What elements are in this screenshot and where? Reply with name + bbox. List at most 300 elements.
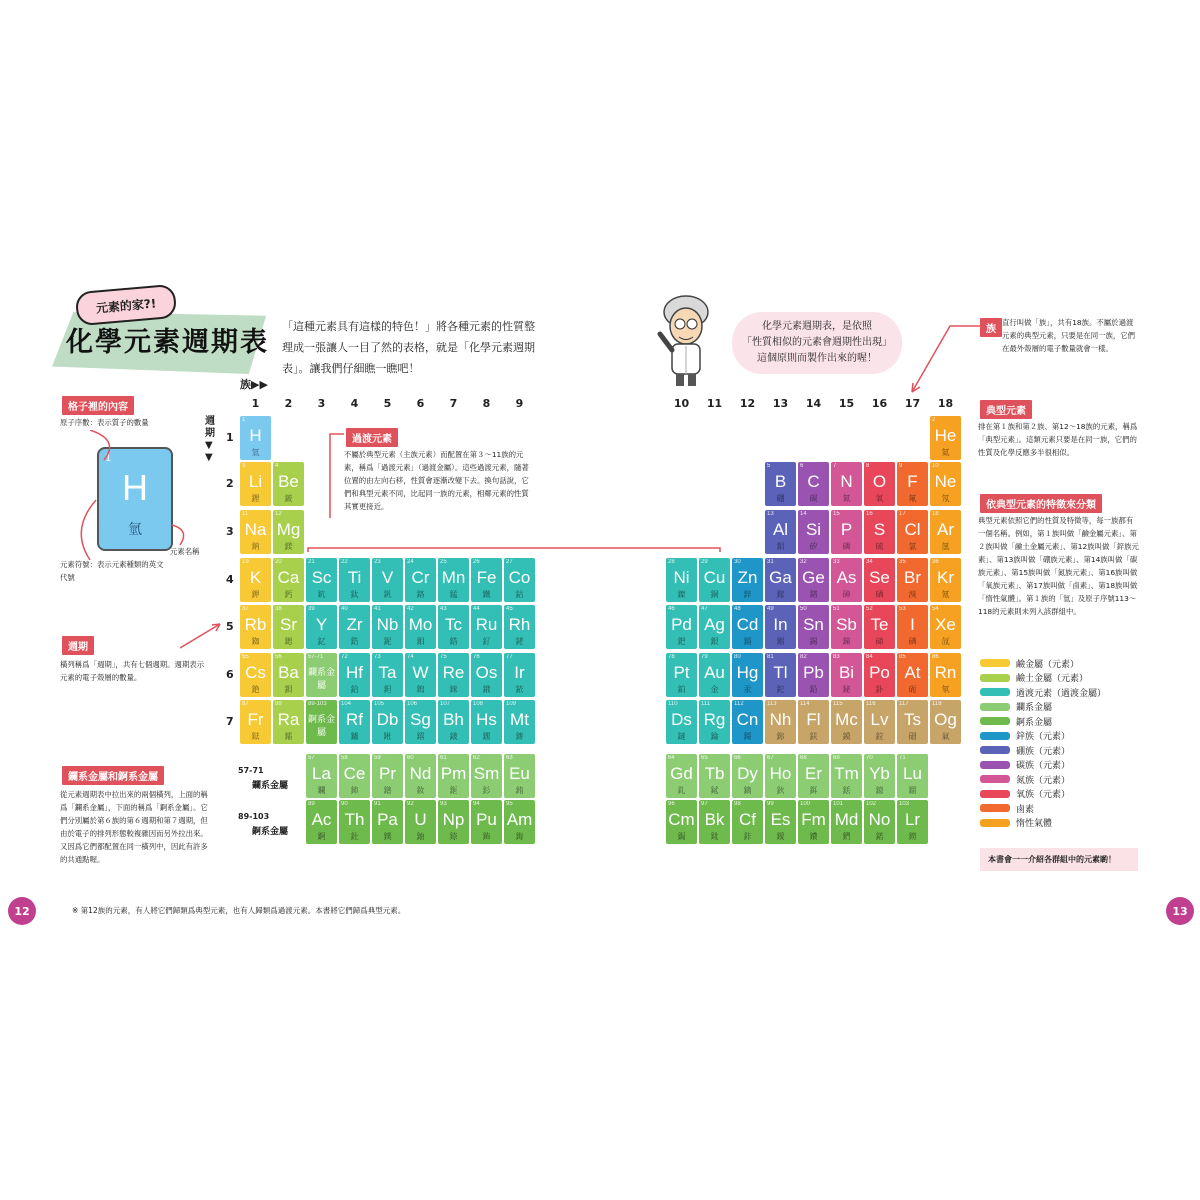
- element-symbol: Fr: [247, 710, 264, 729]
- atomic-number: 49: [767, 606, 774, 612]
- element-symbol: Dy: [737, 764, 758, 783]
- element-symbol: W: [412, 663, 429, 682]
- element-cell-ts: [897, 700, 928, 744]
- atomic-number: 94: [473, 801, 480, 807]
- element-symbol: Tl: [773, 663, 788, 682]
- legend-swatch: [980, 790, 1010, 798]
- page-number-left: 12: [8, 897, 36, 925]
- element-cell-k: [240, 558, 271, 602]
- atomic-number: 48: [734, 606, 741, 612]
- atomic-number: 101: [833, 801, 844, 807]
- atomic-number: 45: [506, 606, 513, 612]
- atomic-number: 102: [866, 801, 877, 807]
- atomic-number: 63: [506, 755, 513, 761]
- atomic-number: 16: [866, 511, 873, 517]
- element-cell-ac: [306, 800, 337, 844]
- legend-label: 過渡元素（過渡金屬）: [1016, 688, 1107, 699]
- group-number: 14: [805, 397, 822, 410]
- element-cell-pb: [798, 653, 829, 697]
- sample-symbol: H: [122, 467, 148, 508]
- element-name: 鉕: [449, 786, 458, 795]
- element-symbol: Ag: [704, 615, 725, 634]
- element-cell-lu: [897, 754, 928, 798]
- element-cell-sn: [798, 605, 829, 649]
- element-name: 砷: [842, 590, 851, 599]
- element-name: 釕: [482, 637, 491, 646]
- element-cell-cn: [732, 700, 763, 744]
- element-cell-re: [438, 653, 469, 697]
- element-cell-se: [864, 558, 895, 602]
- element-symbol: Mc: [835, 710, 858, 729]
- element-cell-fr: [240, 700, 271, 744]
- element-cell-tl: [765, 653, 796, 697]
- group-number: 16: [871, 397, 888, 410]
- element-symbol: Th: [344, 810, 365, 829]
- legend-swatch: [980, 804, 1010, 812]
- atomic-number: 18: [932, 511, 939, 517]
- element-name: 鉑: [677, 685, 686, 694]
- atomic-number: 105: [374, 701, 385, 707]
- atomic-number: 24: [407, 559, 414, 565]
- atomic-number: 15: [833, 511, 840, 517]
- atomic-number: 103: [899, 801, 910, 807]
- element-name: 碲: [875, 637, 884, 646]
- element-name: 鏷: [383, 832, 392, 841]
- atomic-number: 42: [407, 606, 414, 612]
- element-symbol: Cu: [703, 568, 726, 587]
- element-name: 鉲: [743, 832, 752, 841]
- element-name: 鉿: [350, 685, 359, 694]
- legend-item: [980, 816, 1106, 831]
- element-name: 鎂: [284, 542, 293, 551]
- element-cell-tc: [438, 605, 469, 649]
- element-cell-cr: [405, 558, 436, 602]
- element-name: 銠: [515, 637, 524, 646]
- element-cell-sb: [831, 605, 862, 649]
- element-cell-na: [240, 510, 271, 554]
- element-cell-be: [273, 462, 304, 506]
- element-name: 鐿: [875, 786, 884, 795]
- atomic-number: 110: [668, 701, 678, 707]
- element-symbol: Sc: [311, 568, 332, 587]
- element-symbol: Np: [442, 810, 465, 829]
- element-name: 鋨: [482, 685, 491, 694]
- element-name: 鎵: [776, 590, 785, 599]
- element-name: 鋇: [284, 685, 293, 694]
- atomic-number: 4: [275, 463, 279, 469]
- element-cell-hg: [732, 653, 763, 697]
- element-symbol: No: [868, 810, 891, 829]
- element-symbol: Hs: [476, 710, 497, 729]
- element-cell-p: [831, 510, 862, 554]
- group-number: 17: [904, 397, 921, 410]
- group-number: 8: [482, 397, 491, 410]
- cell-guide-label: 格子裡的內容: [62, 396, 134, 415]
- element-name: 錀: [710, 732, 719, 741]
- element-name: 鎳: [677, 590, 686, 599]
- element-symbol: Sr: [280, 615, 297, 634]
- atomic-number: 113: [767, 701, 777, 707]
- atomic-number: 2: [932, 417, 936, 423]
- element-name: 鑭: [317, 786, 326, 795]
- element-symbol: Be: [278, 472, 299, 491]
- element-name: 鉍: [842, 685, 851, 694]
- period-number: 2: [226, 477, 234, 490]
- element-symbol: Nh: [769, 710, 792, 729]
- legend-label: 氧族（元素）: [1016, 790, 1071, 801]
- atomic-number: 59: [374, 755, 381, 761]
- atomic-number: 67: [767, 755, 774, 761]
- element-symbol: Bi: [838, 663, 855, 682]
- period-axis-label: 週期▼▼: [205, 416, 215, 463]
- legend-swatch: [980, 674, 1010, 682]
- element-symbol: Ir: [514, 663, 525, 682]
- element-symbol: Rh: [508, 615, 531, 634]
- element-name: 氣: [941, 732, 950, 741]
- atomic-number: 10: [932, 463, 939, 469]
- element-cell-nb: [372, 605, 403, 649]
- atomic-number: 97: [701, 801, 708, 807]
- element-symbol: Mt: [510, 710, 529, 729]
- element-symbol: Sm: [473, 764, 500, 783]
- element-symbol: Am: [506, 810, 533, 829]
- atomic-number: 72: [341, 654, 348, 660]
- element-name: 碘: [908, 637, 917, 646]
- element-cell-ra: [273, 700, 304, 744]
- element-symbol: Ts: [904, 710, 921, 729]
- legend-swatch: [980, 688, 1010, 696]
- atomic-number: 34: [866, 559, 873, 565]
- element-symbol: Mn: [441, 568, 466, 587]
- element-cell-o: [864, 462, 895, 506]
- element-cell-es: [765, 800, 796, 844]
- element-cell-co: [504, 558, 535, 602]
- atomic-number: 81: [767, 654, 774, 660]
- element-cell-hf: [339, 653, 370, 697]
- element-cell-h: [240, 416, 271, 460]
- element-cell-ca: [273, 558, 304, 602]
- atomic-number: 112: [734, 701, 744, 707]
- atomic-number: 38: [275, 606, 282, 612]
- atomic-number: 58: [341, 755, 348, 761]
- group-number: 7: [449, 397, 458, 410]
- element-name: 錳: [449, 590, 458, 599]
- element-symbol: Al: [772, 520, 789, 539]
- element-cell-md: [831, 800, 862, 844]
- period-number: 1: [226, 431, 234, 444]
- element-name: 𨭆: [482, 732, 491, 741]
- element-symbol: Ni: [673, 568, 690, 587]
- element-cell-au: [699, 653, 730, 697]
- element-name: 鉬: [416, 637, 425, 646]
- element-cell-zn: [732, 558, 763, 602]
- element-cell-bi: [831, 653, 862, 697]
- element-cell-in: [765, 605, 796, 649]
- element-name: 氟: [908, 494, 917, 503]
- scientist-illustration: [650, 290, 720, 390]
- atomic-number: 33: [833, 559, 840, 565]
- atomic-number: 54: [932, 606, 939, 612]
- element-symbol: Pm: [440, 764, 467, 783]
- element-cell-fe: [471, 558, 502, 602]
- element-name: 鑪: [350, 732, 359, 741]
- element-cell-cm: [666, 800, 697, 844]
- atomic-number: 70: [866, 755, 873, 761]
- element-name: 鍅: [251, 732, 260, 741]
- element-symbol: P: [840, 520, 853, 539]
- element-symbol: N: [840, 472, 853, 491]
- atomic-number: 117: [899, 701, 909, 707]
- atomic-number: 35: [899, 559, 906, 565]
- element-symbol: At: [904, 663, 921, 682]
- atomic-number: 85: [899, 654, 906, 660]
- element-name: 鉝: [875, 732, 884, 741]
- legend-label: 碳族（元素）: [1016, 761, 1071, 772]
- element-name: 鍺: [809, 590, 818, 599]
- legend-item: [980, 656, 1106, 671]
- atomic-number: 99: [767, 801, 774, 807]
- element-symbol: Ga: [769, 568, 792, 587]
- element-symbol: Sn: [803, 615, 824, 634]
- sample-name: 氫: [128, 522, 142, 538]
- atomic-number: 104: [341, 701, 352, 707]
- element-name: 鋂: [515, 832, 524, 841]
- element-cell-eu: [504, 754, 535, 798]
- element-name: 錸: [449, 685, 458, 694]
- element-symbol: Gd: [670, 764, 693, 783]
- element-symbol: Ge: [802, 568, 825, 587]
- element-symbol: He: [934, 426, 957, 445]
- atomic-number: 37: [242, 606, 249, 612]
- placeholder-range: 89-103: [308, 701, 327, 707]
- element-name: 氙: [941, 637, 950, 646]
- element-name: 銀: [710, 637, 719, 646]
- atomic-number: 50: [800, 606, 807, 612]
- element-symbol: Au: [704, 663, 725, 682]
- legend-item: [980, 787, 1106, 802]
- element-symbol: Hg: [736, 663, 759, 682]
- element-symbol: Yb: [869, 764, 890, 783]
- atomic-number: 68: [800, 755, 807, 761]
- element-cell-n: [831, 462, 862, 506]
- category-legend: [980, 656, 1106, 830]
- element-cell-dy: [732, 754, 763, 798]
- atomic-number: 79: [701, 654, 708, 660]
- element-cell-kr: [930, 558, 961, 602]
- element-symbol: Ti: [347, 568, 362, 587]
- element-name: 釓: [677, 786, 686, 795]
- atomic-number: 14: [800, 511, 807, 517]
- element-name: 鈷: [515, 590, 524, 599]
- legend-swatch: [980, 732, 1010, 740]
- element-cell-sg: [405, 700, 436, 744]
- lanthanide-note-label: 鑭系金屬和錒系金屬: [62, 766, 164, 785]
- element-name: 氧: [875, 494, 884, 503]
- element-cell-te: [864, 605, 895, 649]
- legend-swatch: [980, 775, 1010, 783]
- intro-text: 「這種元素具有這樣的特色！」將各種元素的性質整理成一張讓人一目了然的表格，就是「化學元素週期表」。讓我們仔細瞧一瞧吧！: [282, 320, 535, 375]
- element-cell-sc: [306, 558, 337, 602]
- element-name: 鎦: [908, 786, 917, 795]
- legend-item: [980, 685, 1106, 700]
- legend-swatch: [980, 659, 1010, 667]
- element-cell-ho: [765, 754, 796, 798]
- element-cell-yb: [864, 754, 895, 798]
- legend-swatch: [980, 819, 1010, 827]
- element-symbol: Po: [869, 663, 890, 682]
- legend-label: 硼族（元素）: [1016, 746, 1071, 757]
- footnote: ※ 第12族的元素，有人將它們歸類爲典型元素，也有人歸類爲過渡元素。本書將它們歸爲典型元素。: [72, 906, 406, 915]
- element-symbol: Cn: [736, 710, 759, 729]
- element-cell-mo: [405, 605, 436, 649]
- element-name: 釔: [317, 637, 326, 646]
- atomic-number: 91: [374, 801, 381, 807]
- element-symbol: Sb: [836, 615, 857, 634]
- atomic-number: 106: [407, 701, 418, 707]
- element-symbol: Mo: [408, 615, 433, 634]
- transition-note-text: 不屬於典型元素（主族元素）而配置在第３～11族的元素，稱爲「過渡元素」（過渡金屬）。這些過渡元素，隨著位置的由左向右移，性質會逐漸改變下去。換句話說，它們和典型元素不同，比起同一族的元素，相鄰元素的性質其實更接近。: [344, 450, 529, 511]
- group-number: 11: [706, 397, 723, 410]
- element-symbol: Pb: [803, 663, 824, 682]
- element-name: 䥑: [515, 732, 524, 741]
- atomic-number: 100: [800, 801, 811, 807]
- element-cell-os: [471, 653, 502, 697]
- element-cell-as: [831, 558, 862, 602]
- actinide-row-name: 錒系金屬: [252, 827, 289, 837]
- element-symbol: Ds: [671, 710, 692, 729]
- atomic-number: 43: [440, 606, 447, 612]
- element-name: 鐨: [809, 832, 818, 841]
- group-number: 12: [739, 397, 756, 410]
- atomic-number: 6: [800, 463, 804, 469]
- element-symbol: Nd: [409, 764, 432, 783]
- element-name: 鉨: [776, 732, 785, 741]
- atomic-number: 66: [734, 755, 741, 761]
- element-cell-ru: [471, 605, 502, 649]
- element-symbol: Pd: [671, 615, 692, 634]
- legend-item: [980, 714, 1106, 729]
- element-cell-v: [372, 558, 403, 602]
- legend-item: [980, 801, 1106, 816]
- element-name: 鏌: [842, 732, 851, 741]
- element-cell-lr: [897, 800, 928, 844]
- element-cell-og: [930, 700, 961, 744]
- placeholder-name: 鑭系金屬: [307, 667, 335, 690]
- element-cell-pm: [438, 754, 469, 798]
- element-cell-fm: [798, 800, 829, 844]
- legend-swatch: [980, 703, 1010, 711]
- atomic-number: 118: [932, 701, 942, 707]
- element-name: 錫: [809, 637, 818, 646]
- element-cell-pr: [372, 754, 403, 798]
- element-cell-tb: [699, 754, 730, 798]
- period-note-label: 週期: [62, 636, 94, 655]
- element-cell-nd: [405, 754, 436, 798]
- atomic-number: 40: [341, 606, 348, 612]
- atomic-number: 52: [866, 606, 873, 612]
- element-cell-mg: [273, 510, 304, 554]
- speech-line-2: 「性質相似的元素會週期性出現」: [742, 337, 892, 348]
- legend-swatch: [980, 717, 1010, 725]
- element-name: 鈽: [482, 832, 491, 841]
- element-cell-s: [864, 510, 895, 554]
- element-name: 鉺: [809, 786, 818, 795]
- element-symbol: Cl: [904, 520, 921, 539]
- element-symbol: Kr: [937, 568, 954, 587]
- classify-note-text: 典型元素依照它們的性質及特徵等，每一族都有一個名稱。例如，第１族叫做「鹼金屬元素」、第２族叫做「鹼土金屬元素」、第12族叫做「鋅族元素」、第13族叫做「硼族元素」、第14族叫做「碳族元素」、第15族叫做「氮族元素」、第16族叫做「氧族元素」、第17族叫做「鹵素」、第18族叫做「惰性氣體」。第１族的「氫」及原子序號113～118的元素則未列入該群組中。: [978, 516, 1139, 616]
- atomic-number: 11: [242, 511, 249, 517]
- element-cell-he: [930, 416, 961, 460]
- element-cell-am: [504, 800, 535, 844]
- atomic-number: 87: [242, 701, 249, 707]
- atomic-number: 12: [275, 511, 282, 517]
- element-name: 鈣: [284, 590, 293, 599]
- atomic-number: 26: [473, 559, 480, 565]
- legend-item: [980, 700, 1106, 715]
- atomic-number: 20: [275, 559, 282, 565]
- legend-label: 惰性氣體: [1016, 819, 1053, 830]
- element-symbol: Ru: [475, 615, 498, 634]
- atomic-number: 107: [440, 701, 451, 707]
- element-name: 釷: [350, 832, 359, 841]
- element-cell-i: [897, 605, 928, 649]
- element-name: 銩: [842, 786, 851, 795]
- element-symbol: Zr: [346, 615, 363, 634]
- atomic-number: 108: [473, 701, 484, 707]
- element-cell-ar: [930, 510, 961, 554]
- element-cell-cs: [240, 653, 271, 697]
- group-arrow: [900, 320, 982, 400]
- atomic-number: 76: [473, 654, 480, 660]
- element-name: 銻: [842, 637, 851, 646]
- atomic-number: 36: [932, 559, 939, 565]
- atomic-number: 31: [767, 559, 774, 565]
- element-name: 鉭: [383, 685, 392, 694]
- element-symbol: S: [873, 520, 886, 539]
- element-name: 𨧀: [383, 732, 392, 741]
- element-name: 鍩: [875, 832, 884, 841]
- element-symbol: Lr: [904, 810, 921, 829]
- element-cell-np: [438, 800, 469, 844]
- element-symbol: As: [836, 568, 857, 587]
- element-symbol: Ba: [278, 663, 299, 682]
- element-name: 鿬: [908, 732, 917, 741]
- typical-note-text: 排在第１族和第２族、第12～18族的元素，稱爲「典型元素」。這類元素只要是在同一族，它們的性質及化學反應多半很相似。: [978, 422, 1138, 457]
- element-name: 銫: [251, 685, 260, 694]
- element-symbol: Og: [934, 710, 957, 729]
- element-cell-w: [405, 653, 436, 697]
- element-name: 釹: [416, 786, 425, 795]
- atomic-number: 17: [899, 511, 906, 517]
- atomic-number: 74: [407, 654, 414, 660]
- legend-label: 鹼土金屬（元素）: [1016, 674, 1089, 685]
- element-name: 鉻: [416, 590, 425, 599]
- element-symbol: Os: [475, 663, 498, 682]
- actinide-row-range: 89-103: [238, 812, 270, 821]
- element-name: 𨭎: [416, 732, 425, 741]
- atomic-number: 82: [800, 654, 807, 660]
- element-name: 鋁: [776, 542, 785, 551]
- atomic-number: 7: [833, 463, 837, 469]
- element-symbol: O: [872, 472, 887, 491]
- atomic-number: 25: [440, 559, 447, 565]
- series-placeholder-lanth: [306, 653, 337, 697]
- name-note: 元素名稱: [170, 547, 200, 556]
- atomic-number: 114: [800, 701, 810, 707]
- element-name: 鈰: [350, 786, 359, 795]
- element-cell-ne: [930, 462, 961, 506]
- element-name: 氬: [941, 542, 950, 551]
